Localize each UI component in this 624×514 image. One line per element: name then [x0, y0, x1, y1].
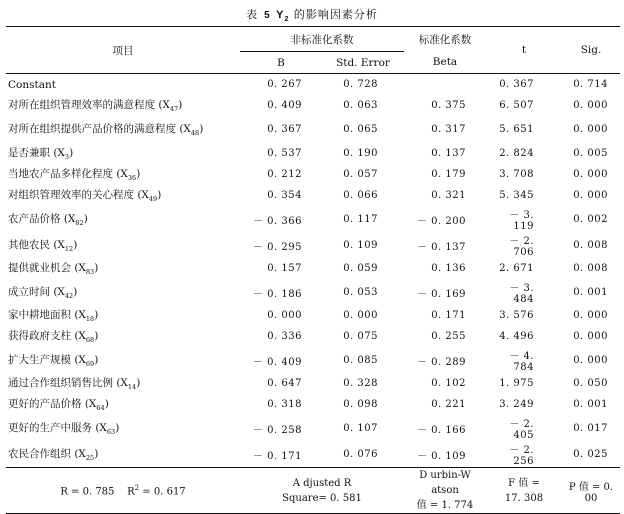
cell-b: 0. 212 [267, 169, 302, 180]
cell-t: 4. 496 [499, 331, 534, 342]
row-label [6, 185, 240, 206]
cell-std-error: 0. 117 [343, 213, 378, 225]
cell-sig: 0. 000 [573, 354, 608, 366]
summary-f [486, 468, 562, 514]
cell-b: 0. 367 [267, 124, 302, 135]
row-label [6, 326, 240, 347]
row-label-close: ) [104, 398, 109, 411]
table-row [6, 258, 620, 279]
row-label [6, 116, 240, 143]
row-label-subscript: 3 [64, 153, 70, 162]
table-row [6, 116, 620, 143]
row-label-text: 成立时间 (X [8, 285, 65, 298]
header-t: t [486, 27, 562, 74]
row-label-subscript: 69 [85, 360, 95, 369]
table-row [6, 441, 620, 468]
cell-t: 5. 651 [499, 124, 534, 135]
cell-beta: 0. 317 [431, 124, 466, 135]
summary-r [6, 468, 240, 514]
row-label-subscript: 48 [190, 129, 200, 138]
summary-p: P 值 = 0. 00 [568, 481, 614, 504]
table-caption [0, 6, 624, 23]
summary-r2-value: = 0. 617 [139, 486, 186, 498]
summary-dw-line1: D urbin-W atson [419, 470, 471, 496]
row-label-close: ) [178, 99, 183, 112]
row-label-subscript: 68 [85, 336, 95, 345]
cell-t: － 3. 119 [509, 210, 534, 232]
row-label-subscript: 42 [64, 292, 74, 301]
cell-sig: 0. 001 [573, 399, 608, 410]
cell-t: 5. 345 [499, 190, 534, 201]
table-row [6, 326, 620, 347]
cell-std-error: 0. 328 [343, 378, 378, 389]
cell-t: 3. 576 [499, 310, 534, 321]
summary-durbin-watson [404, 468, 486, 514]
cell-b: － 0. 186 [253, 288, 302, 300]
cell-std-error: 0. 107 [343, 422, 378, 434]
summary-r-value: R = 0. 785 [60, 486, 115, 498]
cell-std-error: 0. 728 [343, 79, 378, 90]
cell-b: － 0. 258 [253, 424, 302, 436]
caption-var-letter: Y [276, 9, 285, 21]
cell-sig: 0. 008 [573, 239, 608, 251]
row-label-close: ) [94, 309, 99, 322]
cell-beta: 0. 255 [431, 331, 466, 342]
cell-b: － 0. 295 [253, 241, 302, 253]
cell-std-error: 0. 085 [343, 354, 378, 366]
cell-sig: 0. 008 [573, 263, 608, 274]
row-label-subscript: 82 [75, 219, 84, 228]
header-row-1 [6, 27, 620, 52]
cell-sig: 0. 050 [573, 378, 608, 389]
cell-beta: － 0. 109 [417, 450, 466, 462]
cell-sig: 0. 017 [573, 422, 608, 434]
table-row [6, 143, 620, 164]
table-row [6, 415, 620, 441]
cell-t: 2. 671 [499, 263, 534, 274]
row-label-subscript: 64 [96, 404, 105, 413]
header-unstandardized: 非标准化系数 [240, 27, 404, 52]
cell-std-error: 0. 053 [343, 286, 378, 298]
cell-t: 6. 507 [499, 100, 534, 111]
row-label-text: 对组织管理效率的关心程度 (X [8, 189, 149, 202]
row-label-text: 更好的产品价格 (X [8, 398, 97, 411]
cell-std-error: 0. 075 [343, 331, 378, 342]
caption-var-sub: 2 [284, 16, 290, 24]
cell-b: 0. 354 [267, 190, 302, 201]
cell-sig: 0. 001 [573, 286, 608, 298]
row-label-text: 是否兼职 (X [8, 147, 65, 160]
row-label [6, 143, 240, 164]
cell-std-error: 0. 076 [343, 448, 378, 460]
row-label [6, 305, 240, 326]
cell-b: 0. 409 [267, 100, 302, 111]
row-label-close: ) [94, 262, 99, 275]
row-label-subscript: 12 [64, 245, 74, 254]
table-row [6, 74, 620, 96]
table-row [6, 347, 620, 373]
row-label-close: ) [157, 189, 162, 202]
header-standardized: 标准化系数 [418, 33, 472, 46]
row-label [6, 258, 240, 279]
cell-std-error: 0. 000 [343, 310, 378, 321]
cell-std-error: 0. 098 [343, 399, 378, 410]
row-label-close: ) [115, 421, 120, 434]
cell-sig: 0. 005 [573, 148, 608, 159]
cell-std-error: 0. 109 [343, 239, 378, 251]
cell-beta: － 0. 289 [417, 356, 466, 368]
row-label-text: 当地农产品多样化程度 (X [8, 168, 128, 181]
cell-sig: 0. 000 [573, 331, 608, 342]
row-label-close: ) [199, 123, 204, 136]
cell-sig: 0. 000 [573, 190, 608, 201]
cell-b: 0. 537 [267, 148, 302, 159]
row-label [6, 95, 240, 116]
cell-t: － 3. 484 [509, 283, 534, 305]
cell-std-error: 0. 190 [343, 148, 378, 159]
cell-std-error: 0. 059 [343, 263, 378, 274]
cell-sig: 0. 000 [573, 169, 608, 180]
caption-number: 5 [264, 10, 271, 21]
cell-b: － 0. 366 [253, 215, 302, 227]
cell-beta [404, 74, 486, 96]
row-label-text: 对所在组织管理效率的满意程度 (X [8, 99, 170, 112]
cell-t: － 2. 256 [509, 445, 534, 467]
cell-t: 3. 249 [499, 399, 534, 410]
table-row [6, 232, 620, 258]
cell-b: 0. 647 [267, 378, 302, 389]
row-label-subscript: 18 [85, 315, 95, 324]
table-row [6, 394, 620, 415]
row-label-subscript: 36 [127, 174, 137, 183]
cell-sig: 0. 002 [573, 213, 608, 225]
row-label [6, 441, 240, 468]
row-label [6, 206, 240, 232]
cell-t: 1. 975 [499, 378, 534, 389]
summary-f-line1: F 值 = [508, 477, 540, 489]
cell-t: 3. 708 [499, 169, 534, 180]
caption-variable [276, 9, 290, 24]
row-label-text: 获得政府支柱 (X [8, 330, 86, 343]
row-label-close: ) [94, 330, 99, 343]
row-label [6, 164, 240, 185]
cell-std-error: 0. 066 [343, 190, 378, 201]
row-label-close: ) [69, 147, 74, 160]
row-label-text: 农产品价格 (X [8, 212, 76, 225]
row-label-text: 其他农民 (X [8, 238, 65, 251]
row-label-close: ) [73, 238, 78, 251]
header-sig: Sig. [562, 27, 620, 74]
row-label-text: 提供就业机会 (X [8, 262, 86, 275]
row-label [6, 373, 240, 394]
header-b: B [277, 56, 285, 69]
table-row [6, 206, 620, 232]
cell-beta: 0. 179 [431, 169, 466, 180]
row-label-subscript: 63 [106, 428, 116, 437]
cell-std-error: 0. 065 [343, 124, 378, 135]
cell-beta: － 0. 137 [417, 241, 466, 253]
row-label-close: ) [136, 377, 141, 390]
cell-b: 0. 267 [267, 79, 302, 90]
cell-sig: 0. 000 [573, 100, 608, 111]
row-label [6, 232, 240, 258]
cell-b: － 0. 171 [253, 450, 302, 462]
row-label-close: ) [73, 285, 78, 298]
cell-beta: 0. 221 [431, 399, 466, 410]
row-label-text: Constant [8, 78, 56, 91]
cell-beta: 0. 375 [431, 100, 466, 111]
cell-b: － 0. 409 [253, 356, 302, 368]
row-label-close: ) [94, 447, 99, 460]
row-label [6, 74, 240, 96]
header-std-error: Std. Error [336, 56, 390, 69]
summary-r2-label: R [127, 486, 135, 498]
cell-beta: － 0. 169 [417, 288, 466, 300]
caption-prefix: 表 [246, 8, 259, 21]
summary-adj-line2: Square= 0. 581 [282, 492, 362, 504]
row-label [6, 415, 240, 441]
summary-adjusted-r2 [240, 468, 404, 514]
cell-sig: 0. 025 [573, 448, 608, 460]
row-label-text: 家中耕地面积 (X [8, 309, 86, 322]
cell-t: － 2. 405 [509, 419, 534, 441]
row-label-close: ) [83, 212, 88, 225]
table-row [6, 373, 620, 394]
cell-beta: 0. 136 [431, 263, 466, 274]
cell-t: 0. 367 [499, 79, 534, 90]
summary-r2-sup: 2 [134, 483, 140, 492]
row-label-close: ) [136, 168, 141, 181]
table-row [6, 305, 620, 326]
row-label [6, 394, 240, 415]
row-label-subscript: 47 [169, 105, 179, 114]
table-row [6, 185, 620, 206]
row-label-close: ) [94, 353, 99, 366]
row-label [6, 347, 240, 373]
cell-b: 0. 336 [267, 331, 302, 342]
cell-beta: 0. 102 [431, 378, 466, 389]
table-row [6, 95, 620, 116]
row-label-subscript: 83 [85, 268, 95, 277]
row-label-text: 通过合作组织销售比例 (X [8, 377, 128, 390]
table-row [6, 279, 620, 305]
cell-sig: 0. 000 [573, 124, 608, 135]
caption-title: 的影响因素分析 [293, 8, 378, 21]
cell-b: 0. 157 [267, 263, 302, 274]
row-label-subscript: 49 [148, 195, 158, 204]
summary-f-line2: 17. 308 [504, 492, 544, 504]
summary-dw-line2: 值 = 1. 774 [416, 500, 474, 511]
cell-t: － 2. 706 [509, 236, 534, 258]
header-item: 项目 [6, 27, 240, 74]
cell-std-error: 0. 057 [343, 169, 378, 180]
cell-b: 0. 318 [267, 399, 302, 410]
regression-table [6, 26, 620, 514]
header-beta: Beta [432, 56, 458, 69]
cell-sig: 0. 000 [573, 310, 608, 321]
cell-beta: 0. 321 [431, 190, 466, 201]
row-label [6, 279, 240, 305]
cell-t: － 4. 784 [509, 351, 534, 373]
row-label-subscript: 25 [85, 454, 95, 463]
cell-beta: 0. 171 [431, 310, 466, 321]
summary-adj-line1: A djusted R [292, 477, 352, 489]
row-label-text: 农民合作组织 (X [8, 447, 86, 460]
row-label-text: 更好的生产中服务 (X [8, 421, 107, 434]
cell-beta: 0. 137 [431, 148, 466, 159]
row-label-subscript: 14 [127, 383, 137, 392]
table-row [6, 164, 620, 185]
row-label-text: 扩大生产规模 (X [8, 353, 86, 366]
cell-beta: － 0. 166 [417, 424, 466, 436]
cell-sig: 0. 714 [573, 79, 608, 90]
cell-t: 2. 824 [499, 148, 534, 159]
cell-beta: － 0. 200 [417, 215, 466, 227]
row-label-text: 对所在组织提供产品价格的满意程度 (X [8, 123, 191, 136]
cell-std-error: 0. 063 [343, 100, 378, 111]
summary-row [6, 468, 620, 514]
cell-b: 0. 000 [267, 310, 302, 321]
